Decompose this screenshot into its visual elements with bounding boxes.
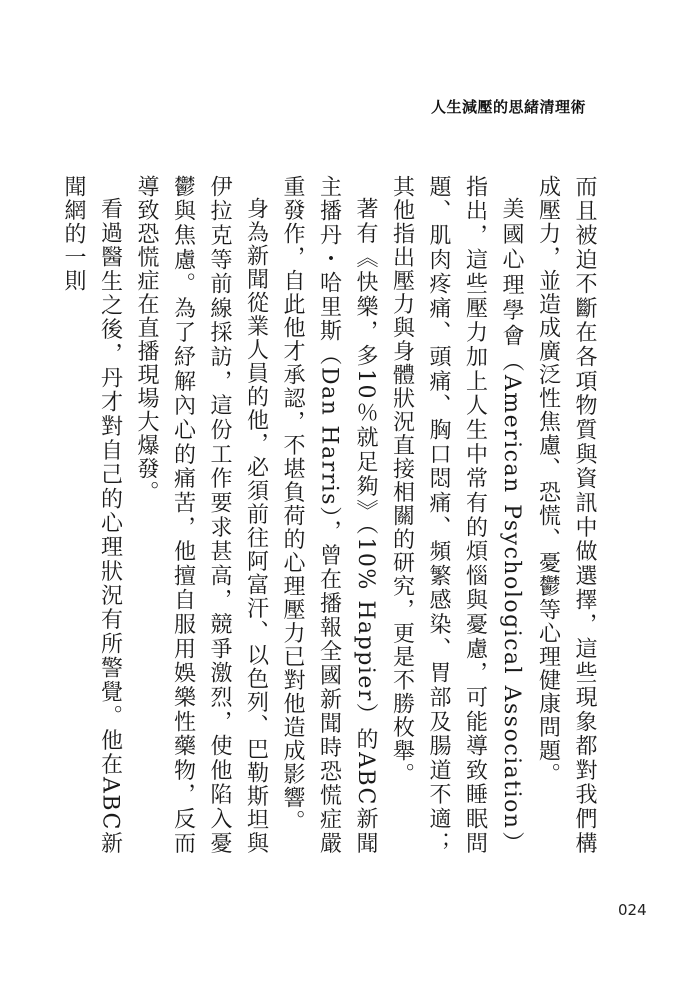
body-paragraph: 身為新聞從業人員的他，必須前往阿富汗、以色列、巴勒斯坦與伊拉克等前線採訪，這份工作要求甚高，競爭激烈，使他陷入憂鬱與焦慮。為了紓解內心的痛苦，他擅自服用娛樂性藥物，反而導致恐慌症在直播現場大爆發。 [134,175,269,855]
body-paragraph: 著有《快樂，多10％就足夠》（10% Happier）的ABC新聞主播丹・哈里斯（Dan Harris），曾在播報全國新聞時恐慌症嚴重發作，自此他才承認，不堪負荷的心理壓力已對他造成影響。 [280,175,378,855]
body-paragraph: 而且被迫不斷在各項物質與資訊中做選擇，這些現象都對我們構成壓力，並造成廣泛性焦慮、恐慌、憂鬱等心理健康問題。 [535,175,597,855]
body-paragraph: 看過醫生之後，丹才對自己的心理狀況有所警覺。他在ABC新聞網的一則 [61,175,123,855]
body-paragraph: 美國心理學會（American Psychological Association）指出，這些壓力加上人生中常有的煩惱與憂慮，可能導致睡眠問題、肌肉疼痛、頭痛、胸口悶痛、頻繁感染、胃部及腸道不適；其他指出壓力與身體狀況直接相關的研究，更是不勝枚舉。 [389,175,524,855]
running-header-book-title: 人生減壓的思緒清理術 [430,98,586,116]
page-number: 024 [618,901,647,919]
body-text-column [61,175,602,855]
